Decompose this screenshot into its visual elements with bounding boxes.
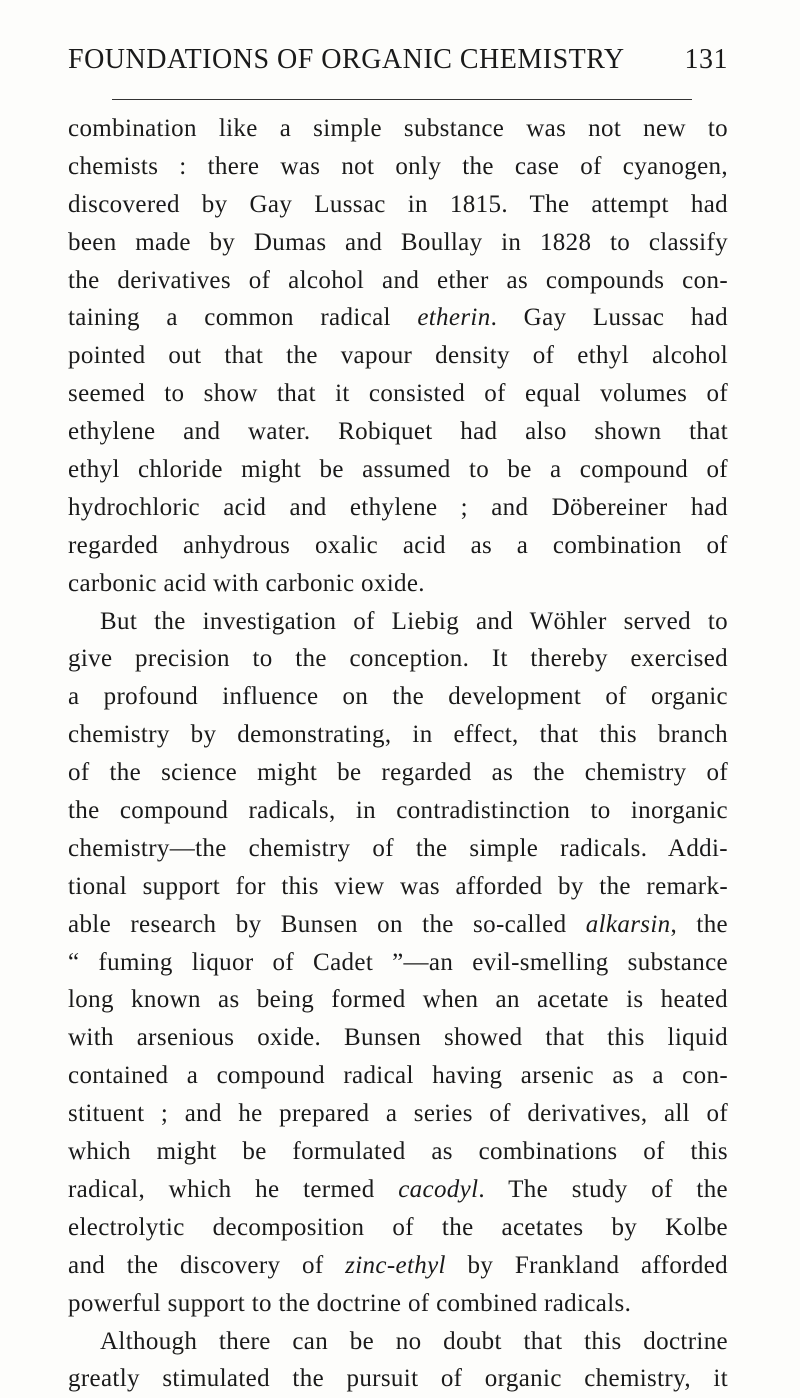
text-line: hydrochloric acid and ethylene ; and Döbereiner had	[68, 493, 728, 521]
text-line: a profound influence on the development of organic	[68, 683, 728, 711]
italic-term: etherin	[417, 304, 491, 332]
text-line: radical, which he termed cacodyl. The study of the	[68, 1175, 728, 1203]
text-line: taining a common radical etherin. Gay Lussac had	[68, 304, 728, 332]
text-line: chemists : there was not only the case of cyanogen,	[68, 152, 728, 180]
text-line: greatly stimulated the pursuit of organic chemistry, it	[68, 1365, 728, 1393]
text-line: seemed to show that it consisted of equal volumes of	[68, 380, 728, 408]
text-line: with arsenious oxide. Bunsen showed that this liquid	[68, 1024, 728, 1052]
text-line: the compound radicals, in contradistinction to inorganic	[68, 797, 728, 825]
page-number: 131	[684, 44, 728, 75]
text-line: contained a compound radical having arsenic as a con-	[68, 1062, 728, 1090]
text-line: the derivatives of alcohol and ether as compounds con-	[68, 266, 728, 294]
header-rule	[112, 99, 692, 100]
italic-term: cacodyl	[398, 1175, 479, 1203]
text-line: able research by Bunsen on the so-called alkarsin, the	[68, 910, 729, 938]
text-line: regarded anhydrous oxalic acid as a combination of	[68, 531, 728, 559]
running-head	[68, 44, 728, 84]
italic-term: zinc-ethyl	[345, 1251, 446, 1279]
running-title: FOUNDATIONS OF ORGANIC CHEMISTRY	[68, 44, 625, 75]
text-line: tional support for this view was afforded by the remark-	[68, 872, 728, 900]
text-line: combination like a simple substance was not new to	[68, 115, 728, 142]
text-line: But the investigation of Liebig and Wöhler served to	[100, 607, 728, 635]
text-line: stituent ; and he prepared a series of derivatives, all of	[68, 1100, 728, 1128]
text-line: give precision to the conception. It thereby exercised	[68, 645, 728, 673]
text-line: powerful support to the doctrine of combined radicals.	[68, 1289, 632, 1317]
text-line: “ fuming liquor of Cadet ”—an evil-smelling substance	[68, 948, 728, 976]
text-line: been made by Dumas and Boullay in 1828 to classify	[68, 228, 728, 256]
body-text	[68, 110, 728, 1398]
text-line: chemistry—the chemistry of the simple radicals. Addi-	[68, 834, 728, 862]
text-line: pointed out that the vapour density of ethyl alcohol	[68, 342, 728, 370]
text-line: Although there can be no doubt that this doctrine	[100, 1327, 728, 1355]
text-line: of the science might be regarded as the chemistry of	[68, 759, 728, 787]
text-line: long known as being formed when an acetate is heated	[68, 986, 728, 1014]
text-line: electrolytic decomposition of the acetates by Kolbe	[68, 1213, 728, 1241]
text-line: ethylene and water. Robiquet had also shown that	[68, 418, 728, 446]
text-line: carbonic acid with carbonic oxide.	[68, 569, 425, 597]
text-line: chemistry by demonstrating, in effect, that this branch	[68, 721, 728, 749]
italic-term: alkarsin	[585, 910, 671, 938]
text-line: ethyl chloride might be assumed to be a compound of	[68, 456, 728, 484]
text-line: and the discovery of zinc-ethyl by Frankland afforded	[68, 1251, 728, 1279]
text-line: discovered by Gay Lussac in 1815. The attempt had	[68, 190, 728, 218]
text-line: which might be formulated as combinations of this	[68, 1138, 728, 1166]
